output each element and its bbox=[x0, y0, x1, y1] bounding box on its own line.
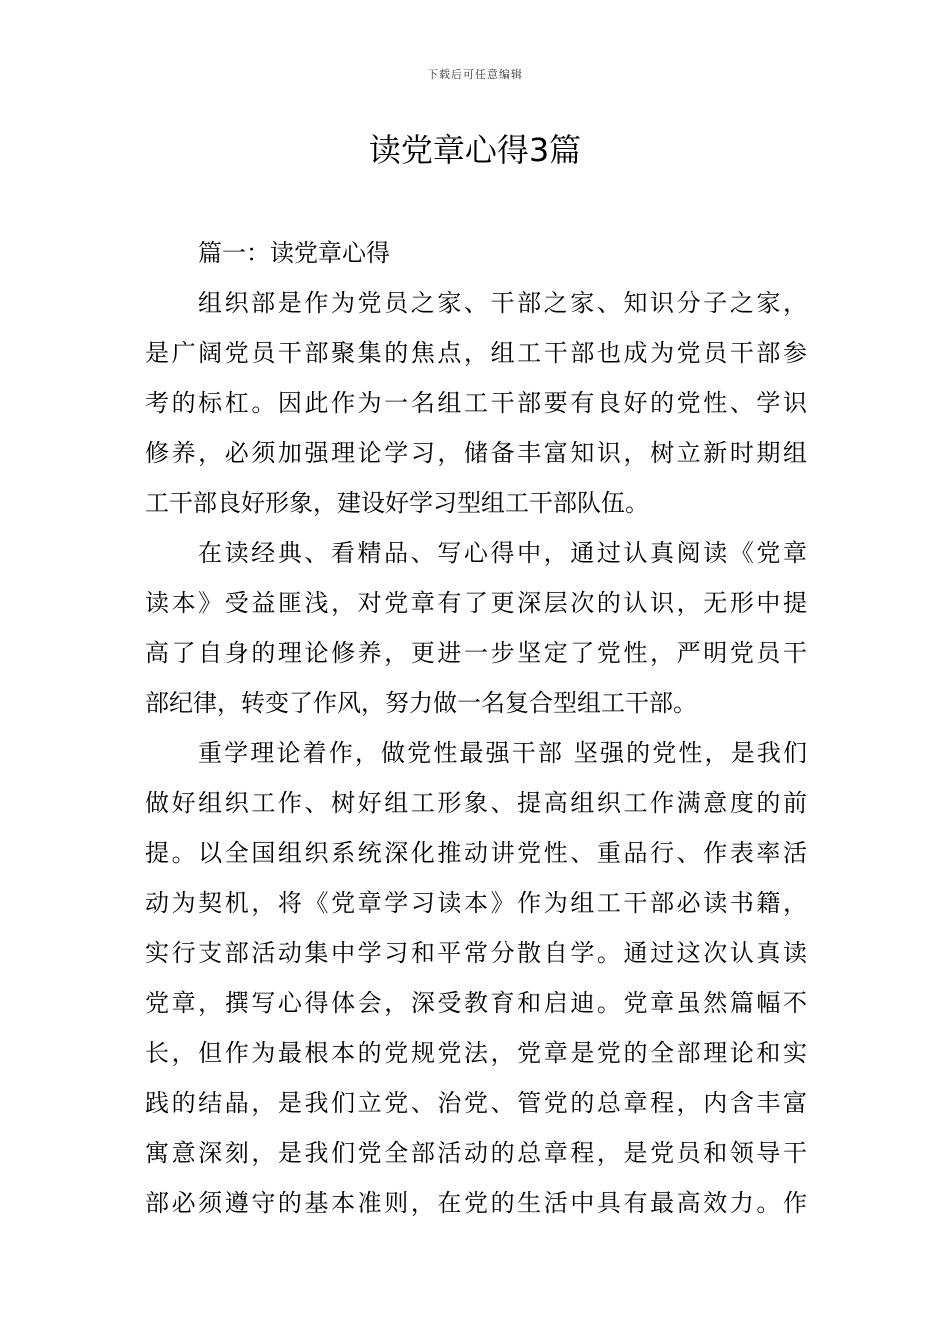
text-line: 提。以全国组织系统深化推动讲党性、重品行、作表率活 bbox=[145, 839, 807, 867]
document-title: 读党章心得3篇 bbox=[368, 131, 582, 169]
text-line: 在读经典、看精品、写心得中，通过认真阅读《党章 bbox=[198, 539, 807, 567]
text-line: 寓意深刻，是我们党全部活动的总章程，是党员和领导干 bbox=[145, 1139, 807, 1167]
text-line: 工干部良好形象，建设好学习型组工干部队伍。 bbox=[145, 489, 649, 517]
text-line: 长，但作为最根本的党规党法，党章是党的全部理论和实 bbox=[145, 1039, 807, 1067]
text-line: 党章，撰写心得体会，深受教育和启迪。党章虽然篇幅不 bbox=[145, 989, 807, 1017]
text-line: 读本》受益匪浅，对党章有了更深层次的认识，无形中提 bbox=[145, 589, 807, 617]
text-line: 重学理论着作，做党性最强干部 坚强的党性，是我们 bbox=[198, 739, 807, 767]
text-line: 修养，必须加强理论学习，储备丰富知识，树立新时期组 bbox=[145, 439, 807, 467]
text-line: 篇一：读党章心得 bbox=[198, 239, 390, 267]
text-line: 是广阔党员干部聚集的焦点，组工干部也成为党员干部参 bbox=[145, 339, 807, 367]
text-line: 部纪律，转变了作风，努力做一名复合型组工干部。 bbox=[145, 689, 697, 717]
text-line: 实行支部活动集中学习和平常分散自学。通过这次认真读 bbox=[145, 939, 807, 967]
text-line: 考的标杠。因此作为一名组工干部要有良好的党性、学识 bbox=[145, 389, 807, 417]
header-note: 下载后可任意编辑 bbox=[427, 68, 523, 81]
text-line: 动为契机，将《党章学习读本》作为组工干部必读书籍， bbox=[145, 889, 807, 917]
text-line: 高了自身的理论修养，更进一步坚定了党性，严明党员干 bbox=[145, 639, 807, 667]
document-body bbox=[145, 228, 807, 1228]
text-line: 组织部是作为党员之家、干部之家、知识分子之家， bbox=[198, 289, 807, 317]
text-line: 践的结晶，是我们立党、治党、管党的总章程，内含丰富 bbox=[145, 1089, 807, 1117]
text-line: 做好组织工作、树好组工形象、提高组织工作满意度的前 bbox=[145, 789, 807, 817]
text-line: 部必须遵守的基本准则，在党的生活中具有最高效力。作 bbox=[145, 1189, 807, 1217]
